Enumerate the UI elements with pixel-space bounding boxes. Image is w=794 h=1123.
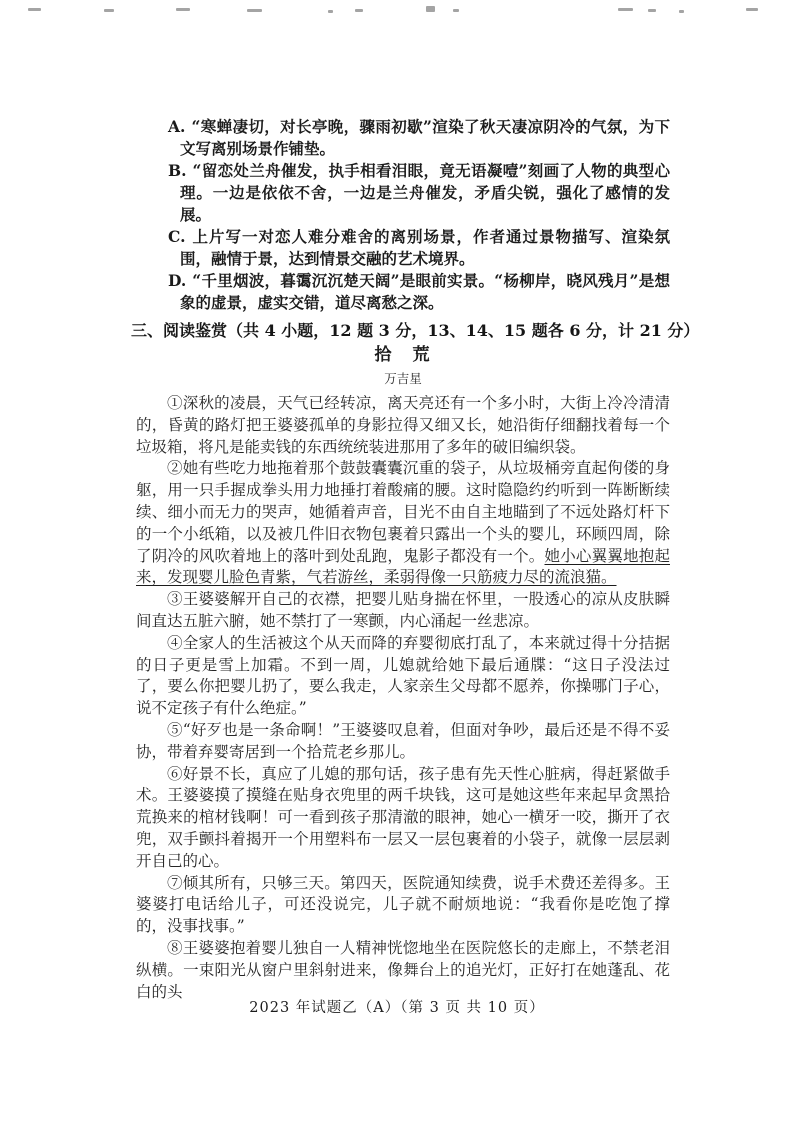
paragraph-2 xyxy=(136,458,670,589)
option-d-text: “千里烟波，暮霭沉沉楚天阔”是眼前实景。“杨柳岸，晓风残月”是想象的虚景，虚实交错，道尽离愁之深。 xyxy=(180,271,670,312)
scan-artifact xyxy=(328,10,333,13)
paragraph-3: ③王婆婆解开自己的衣襟，把婴儿贴身揣在怀里，一股透心的凉从皮肤瞬间直达五脏六腑，她不禁打了一寒颤，内心涌起一丝悲凉。 xyxy=(136,590,670,630)
options-list xyxy=(136,116,670,314)
scan-artifact xyxy=(28,8,41,11)
essay-title: 拾 荒 xyxy=(374,345,432,365)
paragraph-6: ⑥好景不长，真应了儿媳的那句话，孩子患有先天性心脏病，得赶紧做手术。王婆婆摸了摸缝在贴身衣兜里的两千块钱，这可是她这些年来起早贪黑拾荒换来的棺材钱啊！可一看到孩子那清澈的眼神，她心一横牙一咬，撕开了衣兜，双手颤抖着揭开一个用塑料布一层又一层包裹着的小袋子，就像一层层剥开自己的心。 xyxy=(136,764,670,870)
paragraph-1: ①深秋的凌晨，天气已经转凉，离天亮还有一个多小时，大街上冷冷清清的，昏黄的路灯把王婆婆孤单的身影拉得又细又长，她沿街仔细翻找着每一个垃圾箱，将凡是能卖钱的东西统统装进那用了多年的破旧编织袋。 xyxy=(136,394,670,456)
scan-artifact xyxy=(176,8,190,11)
scan-artifact xyxy=(104,9,114,12)
page-footer: 2023 年试题乙（A）（第 3 页 共 10 页） xyxy=(249,1000,545,1016)
essay-author: 万吉星 xyxy=(384,371,422,386)
option-a-label: A. xyxy=(168,117,186,136)
scan-artifact xyxy=(648,9,656,12)
option-c-text: 上片写一对恋人难分难舍的离别场景，作者通过景物描写、渲染氛围，融情于景，达到情景交融的艺术境界。 xyxy=(180,227,670,268)
page-content xyxy=(131,116,700,1003)
scan-artifact xyxy=(247,9,262,12)
paragraph-7: ⑦倾其所有，只够三天。第四天，医院通知续费，说手术费还差得多。王婆婆打电话给儿子，可还没说完，儿子就不耐烦地说：“我看你是吃饱了撑的，没事找事。” xyxy=(136,873,670,936)
option-b xyxy=(136,160,670,226)
paragraph-2-lead: ②她有些吃力地拖着那个鼓鼓囊囊沉重的袋子，从垃圾桶旁直起佝偻的身躯，用一只手握成拳头用力地捶打着酸痛的腰。这时隐隐约约听到一阵断断续续、细小而无力的哭声，她循着声音，目光不由自主地瞄到了不远处路灯杆下的一个小纸箱，以及被几件旧衣物包裹着只露出一个头的婴儿，环顾四周，除了阴冷的风吹着地上的落叶到处乱跑，鬼影子都没有一个。 xyxy=(136,459,670,565)
option-c xyxy=(136,226,670,270)
scan-artifact xyxy=(746,8,758,11)
option-b-text: “留恋处兰舟催发，执手相看泪眼，竟无语凝噎”刻画了人物的典型心理。一边是依依不舍，一边是兰舟催发，矛盾尖锐，强化了感情的发展。 xyxy=(180,161,670,224)
essay-body xyxy=(136,393,670,1003)
scan-artifact xyxy=(355,9,363,12)
option-d-label: D. xyxy=(168,271,187,290)
scan-artifact xyxy=(618,8,633,11)
paragraph-5: ⑤“好歹也是一条命啊！”王婆婆叹息着，但面对争吵，最后还是不得不妥协，带着弃婴寄居到一个拾荒老乡那儿。 xyxy=(136,720,670,761)
option-a xyxy=(136,116,670,160)
underlined-passage: 她小心翼翼地抱起来，发现婴儿脸色青紫，气若游丝，柔弱得像一只筋疲力尽的流浪猫。 xyxy=(136,546,670,587)
option-b-label: B. xyxy=(168,161,187,180)
paragraph-4: ④全家人的生活被这个从天而降的弃婴彻底打乱了，本来就过得十分拮据的日子更是雪上加霜。不到一周，儿媳就给她下最后通牒：“这日子没法过了，要么你把婴儿扔了，要么我走，人家亲生父母都不愿养，你操哪门子心，说不定孩子有什么绝症。” xyxy=(136,633,670,718)
scan-artifact xyxy=(453,9,459,12)
scan-artifact xyxy=(426,6,435,12)
option-a-text: “寒蝉凄切，对长亭晚，骤雨初歇”渲染了秋天凄凉阴冷的气氛，为下文写离别场景作铺垫。 xyxy=(180,117,670,158)
option-d xyxy=(136,270,670,314)
scan-artifact xyxy=(679,10,684,13)
paragraph-8: ⑧王婆婆抱着婴儿独自一人精神恍惚地坐在医院悠长的走廊上，不禁老泪纵横。一束阳光从窗户里斜射进来，像舞台上的追光灯，正好打在她蓬乱、花白的头 xyxy=(136,938,670,1001)
section-heading: 三、阅读鉴赏（共 4 小题，12 题 3 分，13、14、15 题各 6 分，计 21 分） xyxy=(131,321,700,340)
option-c-label: C. xyxy=(168,227,186,246)
